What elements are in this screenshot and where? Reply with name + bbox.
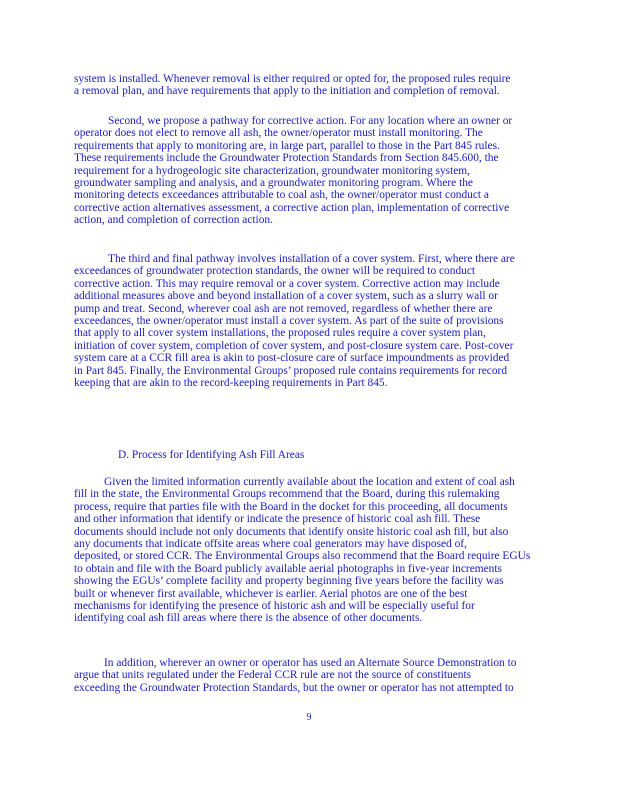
text-line: in Part 845. Finally, the Environmental Groups’ proposed rule contains requirements for record — [74, 364, 508, 377]
text-line: groundwater sampling and analysis, and a groundwater monitoring program. Where the — [74, 177, 473, 190]
text-line: showing the EGUs’ complete facility and property beginning five years before the facility was — [74, 575, 504, 588]
text-line: documents should include not only documents that identify onsite historic coal ash fill, but also — [74, 525, 509, 538]
text-line: that apply to all cover system installations, the proposed rules require a cover system plan, — [74, 327, 486, 340]
text-line: initiation of cover system, completion of cover system, and post-closure system care. Post-cover — [74, 339, 514, 352]
paragraph-ash-fill-process — [74, 476, 574, 625]
text-line: monitoring detects exceedances attributable to coal ash, the owner/operator must conduct a — [74, 189, 489, 202]
text-line: system is installed. Whenever removal is either required or opted for, the proposed rules require — [74, 73, 511, 85]
text-line: action, and completion of correction action. — [74, 214, 273, 227]
text-line: In addition, wherever an owner or operator has used an Alternate Source Demonstration to — [104, 657, 517, 669]
text-line: additional measures above and beyond installation of a cover system, such as a slurry wall or — [74, 290, 498, 303]
text-line: requirement for a hydrogeologic site characterization, groundwater monitoring system, — [74, 164, 471, 177]
text-line: and other information that identify or indicate the presence of historic coal ash fill. These — [74, 513, 481, 526]
text-line: requirements that apply to monitoring are, in large part, parallel to those in the Part 845 rules. — [74, 139, 500, 152]
text-line: corrective action alternatives assessment, a corrective action plan, implementation of corrective — [74, 201, 510, 214]
page-number: 9 — [306, 712, 312, 723]
text-line: a removal plan, and have requirements that apply to the initiation and completion of removal. — [74, 85, 500, 98]
text-line: corrective action. This may require removal or a cover system. Corrective action may include — [74, 277, 500, 290]
text-line: built or whenever first available, whichever is earlier. Aerial photos are one of the best — [74, 587, 468, 600]
text-line: to obtain and file with the Board publicly available aerial photographs in five-year increments — [74, 562, 502, 575]
paragraph-alternate-source — [74, 657, 574, 694]
paragraph-removal — [74, 73, 574, 98]
text-line: deposited, or stored CCR. The Environmental Groups also recommend that the Board require EGUs — [74, 550, 531, 563]
text-line: Given the limited information currently available about the location and extent of coal ash — [104, 476, 515, 488]
text-line: argue that units regulated under the Federal CCR rule are not the source of constituents — [74, 669, 472, 682]
text-line: process, require that parties file with the Board in the docket for this proceeding, all documents — [74, 500, 508, 513]
text-line: exceeding the Groundwater Protection Standards, but the owner or operator has not attempted to — [74, 681, 514, 694]
text-line: system care at a CCR fill area is akin to post-closure care of surface impoundments as provided — [74, 352, 510, 365]
text-line: operator does not elect to remove all ash, the owner/operator must install monitoring. The — [74, 127, 483, 140]
text-line: Second, we propose a pathway for corrective action. For any location where an owner or — [108, 115, 513, 127]
text-line: keeping that are akin to the record-keeping requirements in Part 845. — [74, 377, 388, 390]
text-line: exceedances of groundwater protection standards, the owner will be required to conduct — [74, 265, 476, 278]
text-line: The third and final pathway involves installation of a cover system. First, where there are — [108, 253, 515, 265]
text-line: any documents that indicate offsite areas where coal generators may have disposed of, — [74, 538, 467, 551]
section-heading: D. Process for Identifying Ash Fill Areas — [118, 449, 305, 461]
paragraph-cover-system — [74, 253, 574, 389]
text-line: fill in the state, the Environmental Groups recommend that the Board, during this rulemaking — [74, 488, 500, 501]
text-line: These requirements include the Groundwater Protection Standards from Section 845.600, the — [74, 152, 499, 165]
text-line: exceedances, the owner/operator must install a cover system. As part of the suite of provisions — [74, 315, 504, 328]
text-line: pump and treat. Second, wherever coal ash are not removed, regardless of whether there are — [74, 302, 493, 315]
paragraph-corrective-action — [74, 115, 574, 227]
text-line: identifying coal ash fill areas where there is the absence of other documents. — [74, 612, 423, 625]
text-line: mechanisms for identifying the presence of historic ash and will be especially useful for — [74, 600, 475, 613]
